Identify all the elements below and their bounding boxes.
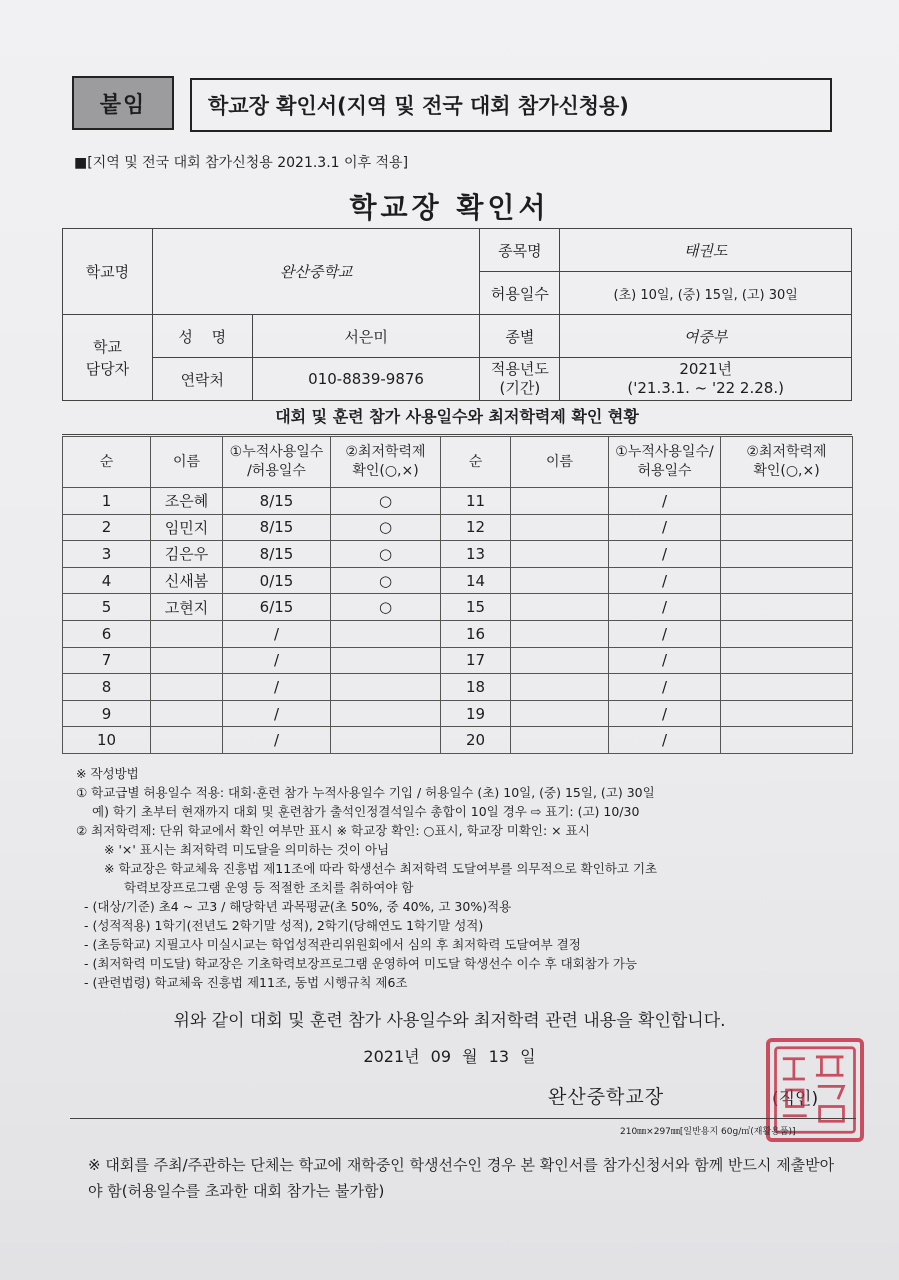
event-label: 종목명 (480, 229, 560, 272)
col-name: 이름 (151, 437, 223, 488)
principal-name: 완산중학교장 (548, 1086, 665, 1108)
row-name (151, 727, 223, 754)
note-line: 예) 학기 초부터 현재까지 대회 및 훈련참가 출석인정결석일수 총합이 10일 경우 ⇨ 표기: (고) 10/30 (92, 804, 640, 819)
row-name (511, 514, 609, 541)
confirmation-statement: 위와 같이 대회 및 훈련 참가 사용일수와 최저학력 관련 내용을 확인합니다. (173, 1011, 726, 1031)
note-line: ② 최저학력제: 단위 학교에서 확인 여부만 표시 ※ 학교장 확인: ○표시, 학교장 미확인: × 표시 (76, 823, 590, 838)
type-value: 여중부 (560, 315, 852, 358)
note-line: - (성적적용) 1학기(전년도 2학기말 성적), 2학기(당해연도 1학기말 성적) (84, 918, 484, 933)
table-row (63, 727, 853, 754)
row-days: 8/15 (223, 488, 331, 515)
name-label: 성 명 (152, 315, 252, 358)
row-check (331, 647, 441, 674)
row-no: 2 (63, 514, 151, 541)
attachment-tag: 붙임 (72, 76, 174, 130)
row-no: 20 (441, 727, 511, 754)
row-name: 김은우 (151, 541, 223, 568)
row-check: ○ (331, 541, 441, 568)
row-check: ○ (331, 514, 441, 541)
row-name: 임민지 (151, 514, 223, 541)
row-no: 10 (63, 727, 151, 754)
row-name (511, 594, 609, 621)
row-no: 8 (63, 674, 151, 701)
row-days: / (609, 647, 721, 674)
school-label: 학교명 (63, 229, 153, 315)
row-days: / (223, 647, 331, 674)
table-row (63, 541, 853, 568)
col-check: ②최저학력제 확인(○,×) (331, 437, 441, 488)
type-label: 종별 (480, 315, 560, 358)
row-no: 5 (63, 594, 151, 621)
row-name (511, 674, 609, 701)
row-check (721, 700, 853, 727)
contact-label: 연락처 (152, 358, 252, 401)
row-no: 9 (63, 700, 151, 727)
row-check (331, 674, 441, 701)
section-title: 대회 및 훈련 참가 사용일수와 최저학력제 확인 현황 (62, 404, 852, 435)
row-check (721, 647, 853, 674)
col-days: ①누적사용일수 /허용일수 (223, 437, 331, 488)
row-name (511, 567, 609, 594)
row-days: / (223, 674, 331, 701)
paper-spec: 210㎜×297㎜[일반용지 60g/㎡(재활용품)] (620, 1127, 796, 1137)
row-no: 1 (63, 488, 151, 515)
row-check (721, 620, 853, 647)
row-name (151, 674, 223, 701)
days-label: 허용일수 (480, 272, 560, 315)
row-no: 7 (63, 647, 151, 674)
table-row (63, 514, 853, 541)
row-days: / (609, 594, 721, 621)
year-label: 적용년도 (기간) (480, 358, 560, 401)
row-name: 고현지 (151, 594, 223, 621)
row-days: / (609, 700, 721, 727)
row-check (721, 674, 853, 701)
row-check (721, 727, 853, 754)
table-row (63, 700, 853, 727)
row-name: 조은혜 (151, 488, 223, 515)
divider (70, 1118, 856, 1119)
row-no: 6 (63, 620, 151, 647)
row-no: 12 (441, 514, 511, 541)
row-days: / (609, 514, 721, 541)
school-info-table (62, 228, 852, 401)
note-line: - (초등학교) 지필고사 미실시교는 학업성적관리위원회에서 심의 후 최저학력 도달여부 결정 (84, 937, 581, 952)
table-header-row (63, 437, 853, 488)
row-name: 신새봄 (151, 567, 223, 594)
note-line: 학력보장프로그램 운영 등 적절한 조치를 취하여야 함 (124, 880, 414, 895)
row-no: 17 (441, 647, 511, 674)
school-value: 완산중학교 (152, 229, 480, 315)
row-check (331, 700, 441, 727)
row-name (511, 727, 609, 754)
row-name (511, 620, 609, 647)
row-no: 11 (441, 488, 511, 515)
instructions (76, 764, 856, 992)
col-check-right: ②최저학력제 확인(○,×) (721, 437, 853, 488)
row-no: 19 (441, 700, 511, 727)
row-name (511, 647, 609, 674)
staff-label: 학교 담당자 (63, 315, 153, 401)
row-name (511, 488, 609, 515)
note-line: - (대상/기준) 초4 ~ 고3 / 해당학년 과목평균(초 50%, 중 40%, 고 30%)적용 (84, 899, 512, 914)
row-no: 16 (441, 620, 511, 647)
row-check (721, 567, 853, 594)
row-days: / (609, 674, 721, 701)
row-no: 13 (441, 541, 511, 568)
col-name-right: 이름 (511, 437, 609, 488)
note-heading: ※ 작성방법 (76, 766, 139, 781)
row-days: / (609, 567, 721, 594)
row-days: 6/15 (223, 594, 331, 621)
row-check (331, 620, 441, 647)
note-line: - (관련법령) 학교체육 진흥법 제11조, 동법 시행규칙 제6조 (84, 975, 408, 990)
days-value: (초) 10일, (중) 15일, (고) 30일 (560, 272, 852, 315)
row-check (331, 727, 441, 754)
note-line: - (최저학력 미도달) 학교장은 기초학력보장프로그램 운영하여 미도달 학생선수 이수 후 대회참가 가능 (84, 956, 638, 971)
row-days: / (609, 488, 721, 515)
name-value: 서은미 (252, 315, 480, 358)
row-days: 8/15 (223, 541, 331, 568)
row-days: / (609, 727, 721, 754)
table-row (63, 647, 853, 674)
row-no: 18 (441, 674, 511, 701)
row-no: 15 (441, 594, 511, 621)
contact-value: 010-8839-9876 (252, 358, 480, 401)
applicability-note: ■[지역 및 전국 대회 참가신청용 2021.3.1 이후 적용] (74, 155, 409, 171)
athlete-table (62, 436, 853, 754)
row-days: / (223, 620, 331, 647)
row-no: 14 (441, 567, 511, 594)
row-name (511, 700, 609, 727)
row-days: 0/15 (223, 567, 331, 594)
row-days: 8/15 (223, 514, 331, 541)
row-name (151, 700, 223, 727)
table-row (63, 488, 853, 515)
row-name (511, 541, 609, 568)
note-line: ※ 학교장은 학교체육 진흥법 제11조에 따라 학생선수 최저학력 도달여부를 의무적으로 확인하고 기초 (104, 861, 658, 876)
table-row (63, 567, 853, 594)
row-check (721, 594, 853, 621)
row-check (721, 514, 853, 541)
note-line: ① 학교급별 허용일수 적용: 대회·훈련 참가 누적사용일수 기입 / 허용일수 (초) 10일, (중) 15일, (고) 30일 (76, 785, 655, 800)
note-line: ※ '×' 표시는 최저학력 미도달을 의미하는 것이 아님 (104, 842, 390, 857)
row-check: ○ (331, 567, 441, 594)
issue-date: 2021년 09 월 13 일 (363, 1047, 536, 1066)
event-value: 태권도 (560, 229, 852, 272)
col-no: 순 (63, 437, 151, 488)
row-check (721, 488, 853, 515)
table-row (63, 620, 853, 647)
col-no-right: 순 (441, 437, 511, 488)
row-no: 3 (63, 541, 151, 568)
row-check: ○ (331, 594, 441, 621)
row-days: / (223, 700, 331, 727)
row-days: / (609, 620, 721, 647)
row-days: / (223, 727, 331, 754)
table-row (63, 594, 853, 621)
seal-label: (직인) (772, 1089, 819, 1109)
table-row (63, 674, 853, 701)
row-check: ○ (331, 488, 441, 515)
row-check (721, 541, 853, 568)
submission-footnote: ※ 대회를 주최/주관하는 단체는 학교에 재학중인 학생선수인 경우 본 확인서를 참가신청서와 함께 반드시 제출받아야 함(허용일수를 초과한 대회 참가는 불가함) (88, 1156, 835, 1200)
document-heading: 학교장 확인서(지역 및 전국 대회 참가신청용) (190, 78, 832, 132)
year-value: 2021년 ('21.3.1. ~ '22 2.28.) (560, 358, 852, 401)
page-title: 학교장 확인서 (349, 191, 550, 224)
col-days-right: ①누적사용일수/ 허용일수 (609, 437, 721, 488)
row-name (151, 620, 223, 647)
row-name (151, 647, 223, 674)
row-no: 4 (63, 567, 151, 594)
row-days: / (609, 541, 721, 568)
